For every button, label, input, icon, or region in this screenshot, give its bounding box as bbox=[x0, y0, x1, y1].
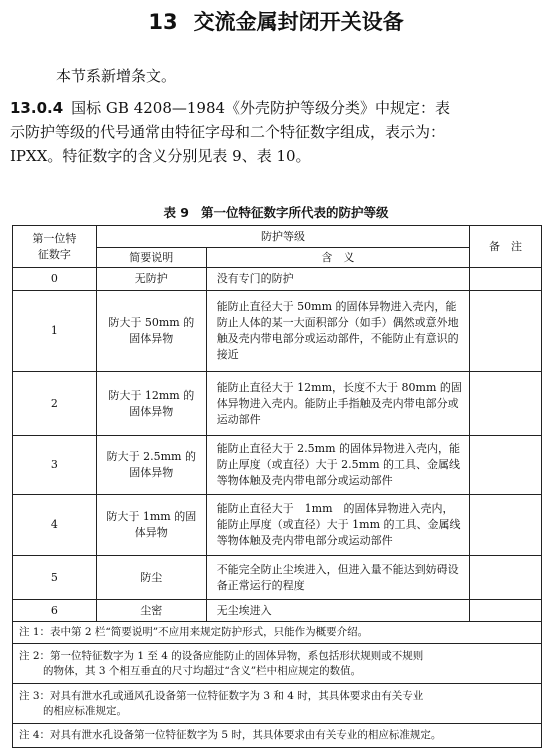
header-protection-level: 防护等级 bbox=[96, 226, 469, 248]
digit-cell: 5 bbox=[13, 556, 97, 600]
note-3 bbox=[13, 684, 542, 724]
digit-cell: 3 bbox=[13, 436, 97, 495]
header-row bbox=[13, 226, 542, 248]
meaning-cell: 能防止直径大于 12mm，长度不大于 80mm 的固体异物进入壳内。能防止手指触及壳内带电部分或运动部件 bbox=[206, 372, 469, 436]
note-label: 注 3： bbox=[19, 689, 51, 702]
digit-cell: 2 bbox=[13, 372, 97, 436]
remark-cell bbox=[470, 268, 542, 291]
section-title: 交流金属封闭开关设备 bbox=[193, 10, 404, 34]
remark-cell bbox=[470, 556, 542, 600]
table-row bbox=[13, 600, 542, 622]
brief-cell: 防大于 12mm 的固体异物 bbox=[96, 372, 206, 436]
note-1 bbox=[13, 622, 542, 644]
meaning-cell: 无尘埃进入 bbox=[206, 600, 469, 622]
header-remark: 备 注 bbox=[470, 226, 542, 268]
table-row bbox=[13, 556, 542, 600]
table-row bbox=[13, 495, 542, 556]
remark-cell bbox=[470, 372, 542, 436]
note-4 bbox=[13, 724, 542, 748]
note-row bbox=[13, 644, 542, 684]
note-row bbox=[13, 684, 542, 724]
header-brief: 简要说明 bbox=[96, 248, 206, 268]
note-2 bbox=[13, 644, 542, 684]
table-row bbox=[13, 268, 542, 291]
brief-cell: 防大于 50mm 的固体异物 bbox=[96, 291, 206, 372]
brief-cell: 防尘 bbox=[96, 556, 206, 600]
brief-cell: 尘密 bbox=[96, 600, 206, 622]
clause-paragraph bbox=[10, 96, 545, 168]
note-label: 注 4： bbox=[19, 729, 51, 741]
clause-number: 13.0.4 bbox=[10, 99, 64, 117]
clause-line-2: 示防护等级的代号通常由特征字母和二个特征数字组成，表示为： bbox=[10, 123, 446, 141]
table-title: 第一位特征数字所代表的防护等级 bbox=[201, 205, 389, 220]
meaning-cell: 没有专门的防护 bbox=[206, 268, 469, 291]
digit-cell: 0 bbox=[13, 268, 97, 291]
meaning-cell: 能防止直径大于 50mm 的固体异物进入壳内，能防止人体的某一大面积部分（如手）偶然或意外地触及壳内带电部分或运动部件，不能防止有意识的接近 bbox=[206, 291, 469, 372]
digit-cell: 4 bbox=[13, 495, 97, 556]
remark-cell bbox=[470, 600, 542, 622]
note-text: 对具有泄水孔或通风孔设备第一位特征数字为 3 和 4 时，其具体要求由有关专业 bbox=[50, 689, 424, 702]
remark-cell bbox=[470, 495, 542, 556]
note-continuation: 的相应标准规定。 bbox=[43, 704, 127, 717]
note-text: 对具有泄水孔设备第一位特征数字为 5 时，其具体要求由有关专业的相应标准规定。 bbox=[50, 729, 442, 741]
note-continuation: 的物体，其 3 个相互垂直的尺寸均超过“含义”栏中相应规定的数值。 bbox=[43, 664, 362, 677]
protection-table bbox=[12, 225, 542, 748]
remark-cell bbox=[470, 291, 542, 372]
digit-cell: 1 bbox=[13, 291, 97, 372]
note-row bbox=[13, 724, 542, 748]
note-text: 表中第 2 栏“简要说明”不应用来规定防护形式，只能作为概要介绍。 bbox=[50, 626, 369, 638]
section-number: 13 bbox=[148, 10, 178, 34]
note-label: 注 1： bbox=[19, 626, 51, 638]
meaning-cell: 能防止直径大于 2.5mm 的固体异物进入壳内，能防止厚度（或直径）大于 2.5mm 的工具、金属线等物体触及壳内带电部分或运动部件 bbox=[206, 436, 469, 495]
table-row bbox=[13, 436, 542, 495]
table-number: 表 9 bbox=[163, 205, 190, 220]
note-text: 第一位特征数字为 1 至 4 的设备应能防止的固体异物，系包括形状规则或不规则 bbox=[50, 649, 424, 662]
clause-line-1: 13.0.4 国标 GB 4208—1984《外壳防护等级分类》中规定：表 bbox=[10, 99, 451, 117]
digit-cell: 6 bbox=[13, 600, 97, 622]
header-digit: 第一位特征数字 bbox=[13, 226, 97, 268]
brief-cell: 防大于 1mm 的固体异物 bbox=[96, 495, 206, 556]
meaning-cell: 不能完全防止尘埃进入，但进入量不能达到妨碍设备正常运行的程度 bbox=[206, 556, 469, 600]
header-meaning: 含 义 bbox=[206, 248, 469, 268]
table-caption bbox=[0, 203, 552, 221]
note-row bbox=[13, 622, 542, 644]
table-row bbox=[13, 372, 542, 436]
note-label: 注 2： bbox=[19, 649, 51, 662]
page-title bbox=[0, 6, 552, 36]
remark-cell bbox=[470, 436, 542, 495]
meaning-cell: 能防止直径大于 1mm 的固体异物进入壳内，能防止厚度（或直径）大于 1mm 的工具、金属线等物体触及壳内带电部分或运动部件 bbox=[206, 495, 469, 556]
intro-paragraph: 本节系新增条文。 bbox=[56, 67, 177, 85]
clause-line-3: IPXX。特征数字的含义分别见表 9、表 10。 bbox=[10, 147, 311, 165]
table-row bbox=[13, 291, 542, 372]
brief-cell: 防大于 2.5mm 的固体异物 bbox=[96, 436, 206, 495]
brief-cell: 无防护 bbox=[96, 268, 206, 291]
